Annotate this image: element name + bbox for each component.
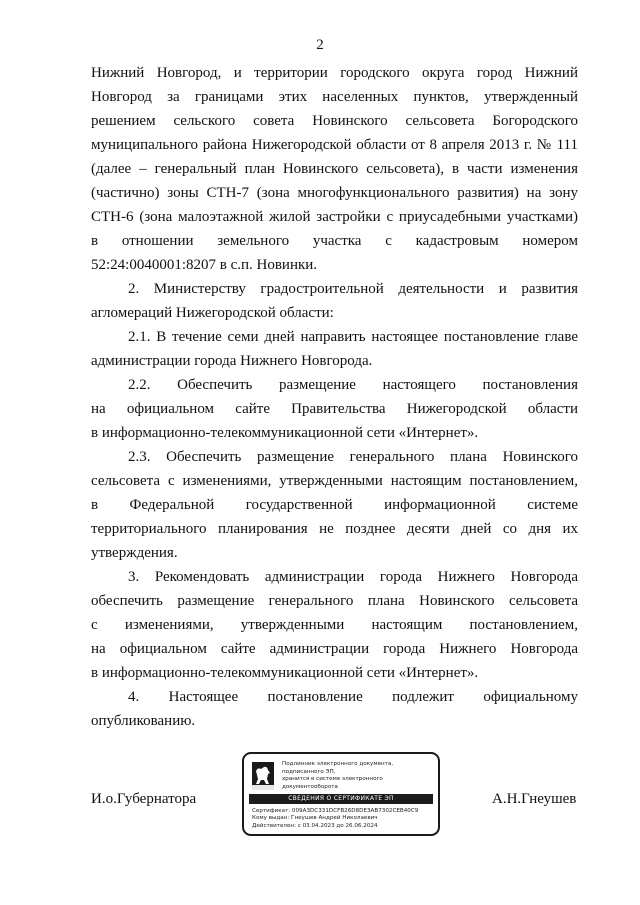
body-line: муниципального района Нижегородской области от 8 апреля 2013 г. № 111 [91,137,578,153]
stamp-certificate: Сертификат: 009A3DC331DCFB26D8DE3AB7302CEB40C9 [252,808,419,814]
stamp-issued-to: Кому выдан: Гнеушев Андрей Николаевич [252,815,378,822]
body-line: обеспечить размещение генерального плана Новинского сельсовета [91,593,578,609]
signature-name: А.Н.Гнеушев [492,791,577,807]
body-line: опубликованию. [91,713,196,729]
coat-of-arms-icon [252,762,274,790]
body-line: 2.1. В течение семи дней направить настоящее постановление главе [128,329,578,345]
stamp-title-bar: СВЕДЕНИЯ О СЕРТИФИКАТЕ ЭП [249,794,433,804]
body-line: Новгород за границами этих населенных пунктов, утвержденный [91,89,578,105]
stamp-validity: Действителен: с 03.04.2023 до 26.06.2024 [252,822,378,829]
stamp-header-line: Подлинник электронного документа, подписанного ЭП, [282,761,394,775]
body-line: 2.2. Обеспечить размещение настоящего постановления [128,377,578,393]
body-line: СТН-6 (зона малоэтажной жилой застройки с приусадебными участками) [91,209,578,225]
stamp-header-line: хранится в системе электронного документооборота [282,776,383,790]
body-line: на официальном сайте администрации города Нижнего Новгорода [91,641,578,657]
page-number: 2 [316,37,324,53]
body-line: в информационно-телекоммуникационной сети «Интернет». [91,425,479,441]
body-line: администрации города Нижнего Новгорода. [91,353,373,369]
body-line: агломераций Нижегородской области: [91,305,334,321]
body-line: в Федеральной государственной информационной системе [91,497,578,513]
body-line: 2.3. Обеспечить размещение генерального плана Новинского [128,449,578,465]
body-line: 52:24:0040001:8207 в с.п. Новинки. [91,257,318,273]
body-line: в информационно-телекоммуникационной сети «Интернет». [91,665,479,681]
body-line: в отношении земельного участка с кадастровым номером [91,233,578,249]
body-line: сельсовета с изменениями, утвержденными настоящим постановлением, [91,473,578,489]
body-line: на официальном сайте Правительства Нижегородской области [91,401,578,417]
body-line: 3. Рекомендовать администрации города Нижнего Новгорода [128,569,578,585]
body-line: решением сельского совета Новинского сельсовета Богородского [91,113,578,129]
body-line: территориального планирования не позднее десяти дней со дня их [91,521,578,537]
body-line: утверждения. [91,545,178,561]
body-line: Нижний Новгород, и территории городского округа город Нижний [91,65,578,81]
body-line: с изменениями, утвержденными настоящим постановлением, [91,617,578,633]
body-line: (далее – генеральный план Новинского сельсовета), в части изменения [91,161,578,177]
signature-position: И.о.Губернатора [91,791,197,807]
body-line: 4. Настоящее постановление подлежит официальному [128,689,578,705]
body-line: 2. Министерству градостроительной деятельности и развития [128,281,578,297]
electronic-signature-stamp [242,752,440,836]
body-line: (частично) зоны СТН-7 (зона многофункционального развития) на зону [91,185,578,201]
